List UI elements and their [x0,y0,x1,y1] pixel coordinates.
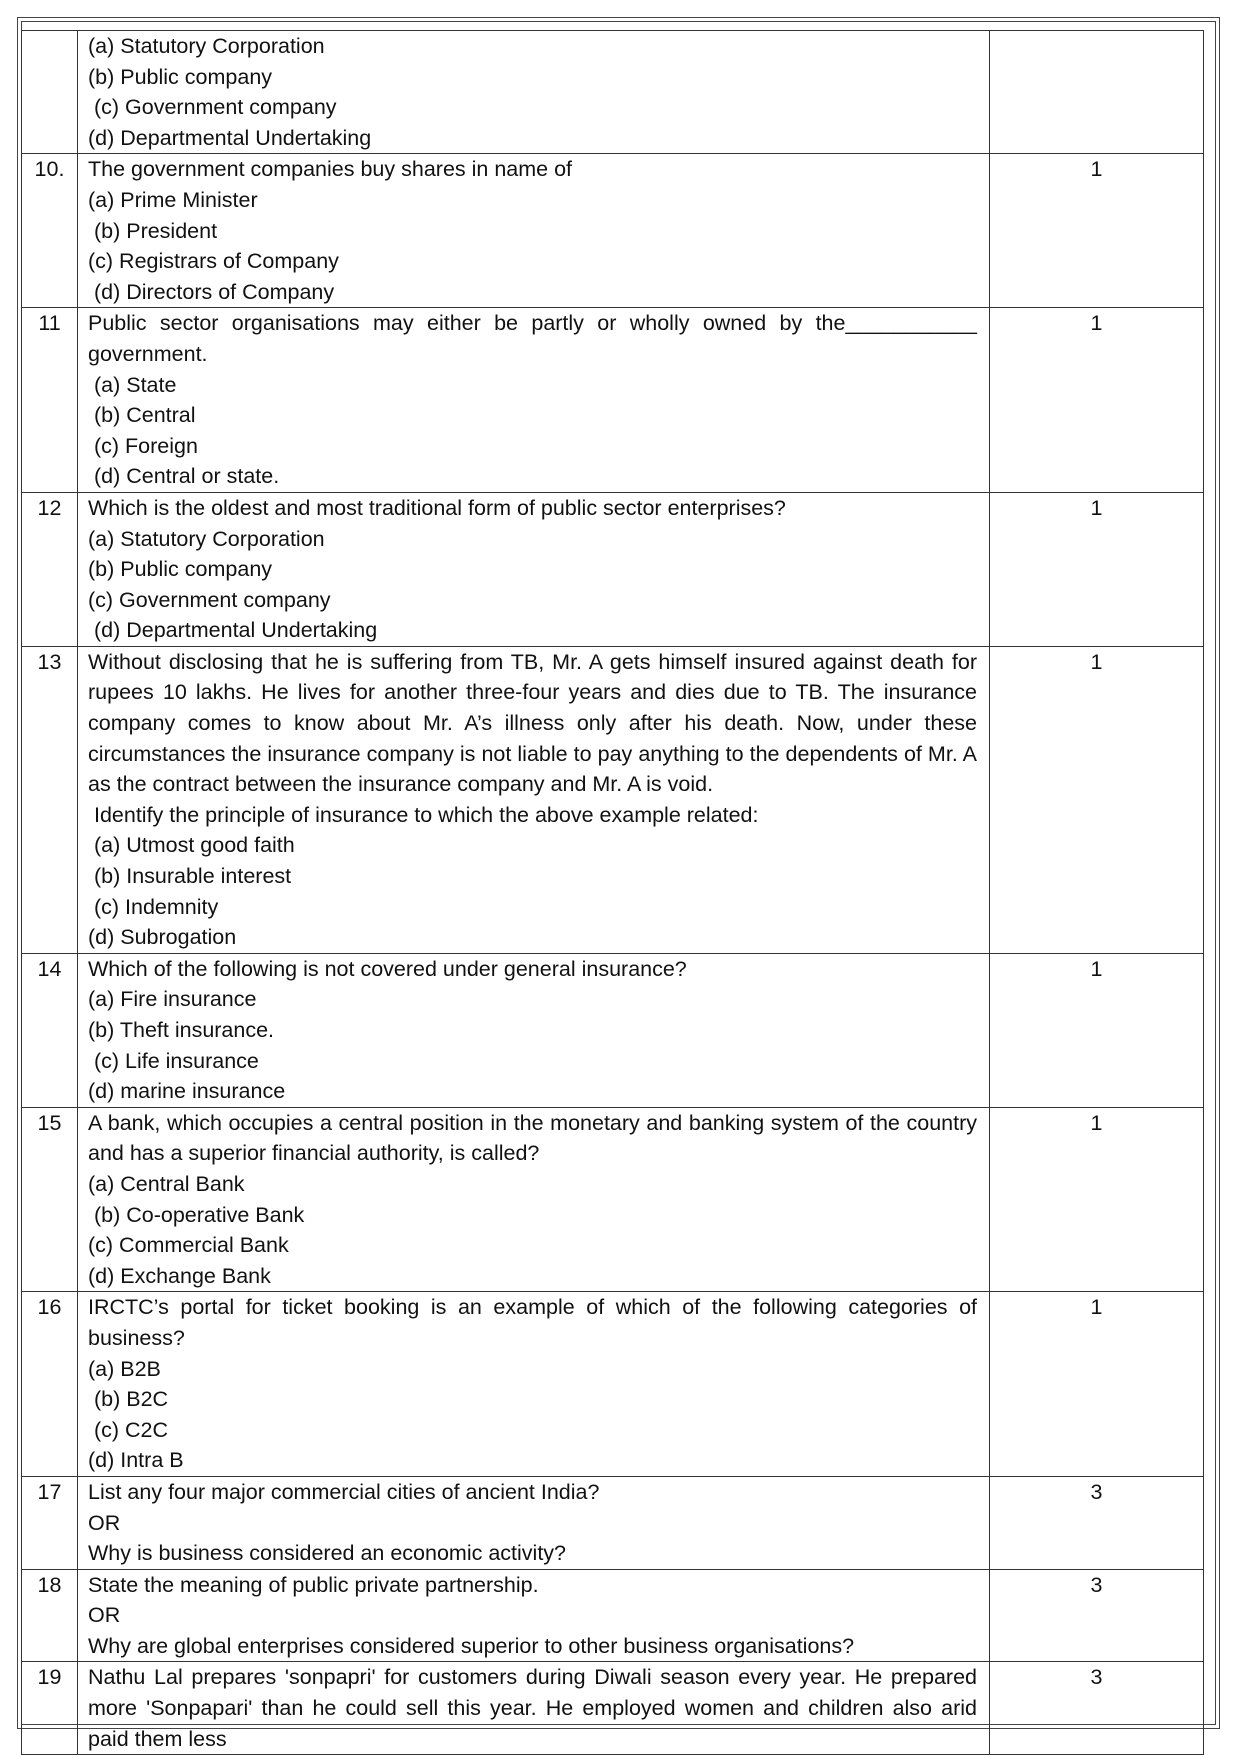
question-text: Which of the following is not covered under general insurance? [88,956,687,981]
question-marks: 1 [990,953,1204,1107]
option-c: (c) Government company [88,95,337,120]
question-table [21,30,1204,1755]
question-marks: 3 [990,1662,1204,1755]
option-c: (c) Indemnity [88,894,219,919]
question-marks: 3 [990,1476,1204,1569]
question-number: 16 [22,1292,78,1477]
question-body [78,492,990,646]
option-b: (b) B2C [88,1387,169,1412]
question-text: A bank, which occupies a central position in the monetary and banking system of the country and has a superior financial authority, is called? [88,1110,977,1166]
option-b: (b) President [88,218,218,243]
question-marks: 3 [990,1569,1204,1662]
question-body [78,154,990,308]
question-number: 15 [22,1107,78,1292]
question-marks: 1 [990,154,1204,308]
question-body [78,1569,990,1662]
option-a: (a) Statutory Corporation [88,526,325,551]
question-text: State the meaning of public private partnership. [88,1572,539,1597]
option-c: (c) Registrars of Company [88,249,339,274]
question-number: 11 [22,308,78,493]
question-text: Without disclosing that he is suffering from TB, Mr. A gets himself insured against death for rupees 10 lakhs. He lives for another three-four years and dies due to TB. The insurance company comes to know about Mr. A’s illness only after his death. Now, under these circumstances the insurance company is not liable to pay anything to the dependents of Mr. A as the contract between the insurance company and Mr. A is void. [88,649,977,797]
question-number [22,31,78,154]
question-row [22,31,1204,154]
option-c: (c) C2C [88,1417,169,1442]
option-a: (a) Statutory Corporation [88,34,325,58]
option-a: (a) Utmost good faith [88,833,295,858]
question-number: 18 [22,1569,78,1662]
question-body [78,646,990,953]
question-row [22,1569,1204,1662]
option-d: (d) Exchange Bank [88,1263,271,1288]
or-separator: OR [88,1603,121,1628]
question-number: 17 [22,1476,78,1569]
option-d: (d) Departmental Undertaking [88,618,378,643]
option-d: (d) Subrogation [88,925,237,950]
question-text: Nathu Lal prepares 'sonpapri' for customers during Diwali season every year. He prepared more 'Sonpapari' than he could sell this year. He employed women and children also arid paid them less [88,1665,977,1751]
option-b: (b) Co-operative Bank [88,1202,305,1227]
option-d: (d) marine insurance [88,1079,286,1104]
question-body [78,1662,990,1755]
question-body [78,1476,990,1569]
question-row [22,1662,1204,1755]
question-number: 10. [22,154,78,308]
question-text: List any four major commercial cities of ancient India? [88,1479,600,1504]
question-row [22,154,1204,308]
option-d: (d) Intra B [88,1448,184,1473]
question-number: 12 [22,492,78,646]
question-marks: 1 [990,492,1204,646]
question-text: Public sector organisations may either be partly or wholly owned by the___________ government. [88,311,977,366]
question-text: IRCTC’s portal for ticket booking is an example of which of the following categories of business? [88,1295,977,1350]
question-marks: 1 [990,1292,1204,1477]
alternative-question: Why are global enterprises considered superior to other business organisations? [88,1633,855,1658]
option-b: (b) Public company [88,64,273,89]
question-row [22,1107,1204,1292]
question-body [78,1107,990,1292]
question-marks: 1 [990,646,1204,953]
question-text: The government companies buy shares in name of [88,157,573,182]
option-a: (a) State [88,372,177,397]
question-body [78,953,990,1107]
option-a: (a) Fire insurance [88,987,257,1012]
option-b: (b) Insurable interest [88,864,292,889]
question-row [22,1292,1204,1477]
question-row [22,953,1204,1107]
option-c: (c) Commercial Bank [88,1233,289,1258]
option-a: (a) B2B [88,1356,161,1381]
question-row [22,646,1204,953]
option-c: (c) Government company [88,587,331,612]
option-a: (a) Central Bank [88,1171,245,1196]
question-number: 13 [22,646,78,953]
option-b: (b) Central [88,403,196,428]
or-separator: OR [88,1510,121,1535]
question-text: Which is the oldest and most traditional form of public sector enterprises? [88,495,786,520]
option-b: (b) Theft insurance. [88,1018,275,1042]
question-number: 19 [22,1662,78,1755]
option-d: (d) Departmental Undertaking [88,125,372,150]
question-row [22,1476,1204,1569]
option-b: (b) Public company [88,557,273,582]
question-subtext: Identify the principle of insurance to which the above example related: [88,802,759,827]
option-a: (a) Prime Minister [88,187,258,212]
question-number: 14 [22,953,78,1107]
question-row [22,308,1204,493]
option-c: (c) Life insurance [88,1048,259,1073]
question-marks: 1 [990,308,1204,493]
option-d: (d) Central or state. [88,464,280,489]
question-marks: 1 [990,1107,1204,1292]
question-body [78,308,990,493]
question-body [78,1292,990,1477]
question-marks [990,31,1204,154]
question-row [22,492,1204,646]
question-body [78,31,990,154]
alternative-question: Why is business considered an economic activity? [88,1541,566,1566]
option-c: (c) Foreign [88,433,198,458]
option-d: (d) Directors of Company [88,279,335,304]
